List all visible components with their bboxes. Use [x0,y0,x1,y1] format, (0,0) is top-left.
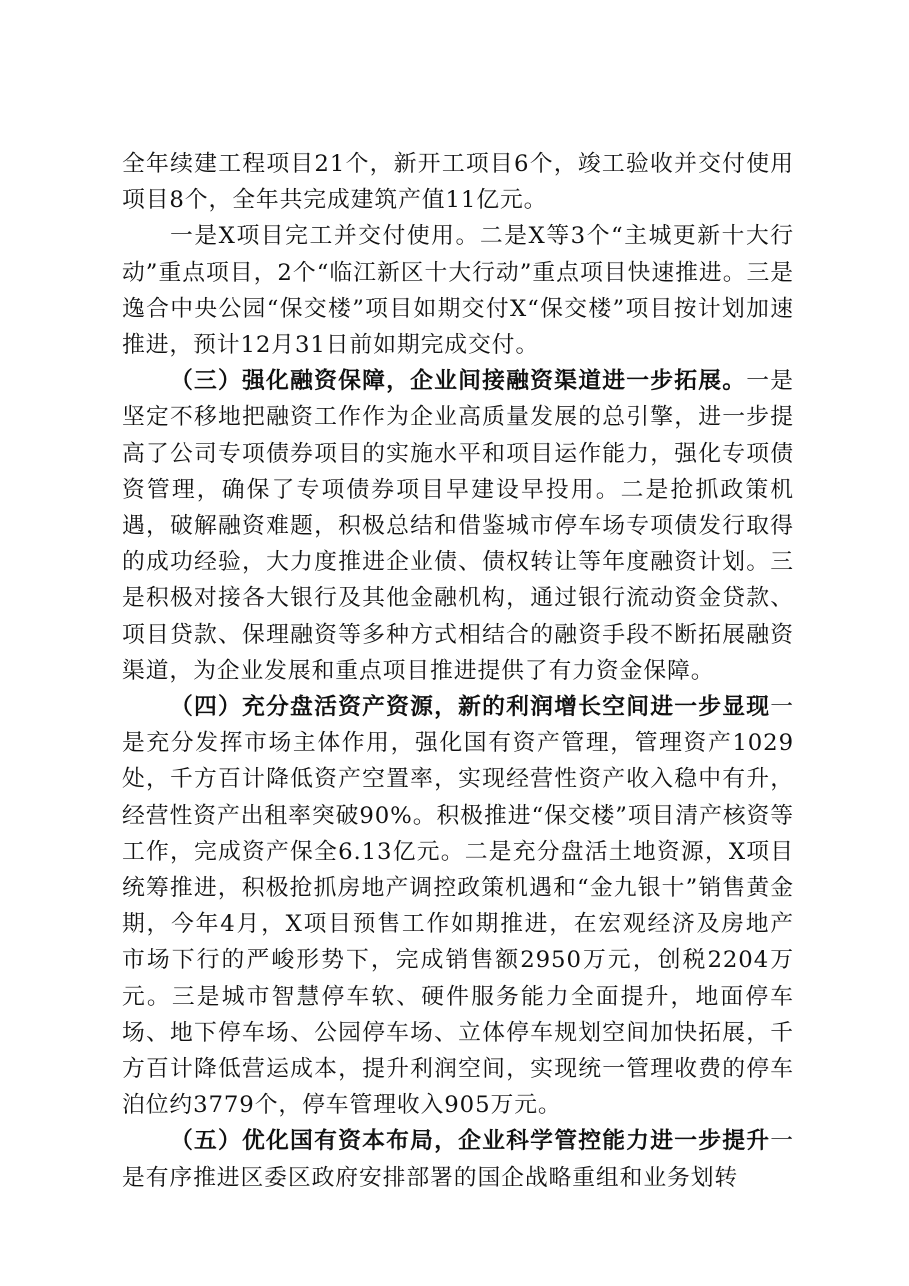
paragraph-text: 一是X项目完工并交付使用。二是X等3个“主城更新十大行动”重点项目，2个“临江新区十大行动”重点项目快速推进。三是逸合中央公园“保交楼”项目如期交付X“保交楼”项目按计划加速推进，预计12月31日前如期完成交付。 [122,223,794,359]
paragraph-project-delivery [122,218,794,363]
section-heading-assets: （四）充分盘活资产资源，新的利润增长空间进一步显现 [170,694,771,721]
paragraph-text: 一是充分发挥市场主体作用，强化国有资产管理，管理资产1029处，千方百计降低资产空置率，实现经营性资产收入稳中有升，经营性资产出租率突破90%。积极推进“保交楼”项目清产核资等工作，完成资产保全6.13亿元。二是充分盘活土地资源，X项目统筹推进，积极抢抓房地产调控政策机遇和“金九银十”销售黄金期，今年4月，X项目预售工作如期推进，在宏观经济及房地产市场下行的严峻形势下，完成销售额2950万元，创税2204万元。三是城市智慧停车软、硬件服务能力全面提升，地面停车场、地下停车场、公园停车场、立体停车规划空间加快拓展，千方百计降低营运成本，提升利润空间，实现统一管理收费的停车泊位约3779个，停车管理收入905万元。 [122,694,794,1119]
paragraph-financing [122,363,794,689]
paragraph-text: 全年续建工程项目21个，新开工项目6个，竣工验收并交付使用项目8个，全年共完成建筑产值11亿元。 [122,151,794,214]
paragraph-text: 一是有序推进区委区政府安排部署的国企战略重组和业务划转 [122,1128,794,1191]
section-heading-financing: （三）强化融资保障，企业间接融资渠道进一步拓展。 [170,368,747,395]
paragraph-capital-layout [122,1123,794,1195]
paragraph-text: 一是坚定不移地把融资工作作为企业高质量发展的总引擎，进一步提高了公司专项债券项目的实施水平和项目运作能力，强化专项债资管理，确保了专项债券项目早建设早投用。二是抢抓政策机遇，破解融资难题，积极总结和借鉴城市停车场专项债发行取得的成功经验，大力度推进企业债、债权转让等年度融资计划。三是积极对接各大银行及其他金融机构，通过银行流动资金贷款、项目贷款、保理融资等多种方式相结合的融资手段不断拓展融资渠道，为企业发展和重点项目推进提供了有力资金保障。 [122,368,794,684]
section-heading-capital: （五）优化国有资本布局，企业科学管控能力进一步提升 [170,1128,771,1155]
document-body [122,146,794,1196]
paragraph-asset-revitalization [122,689,794,1123]
paragraph-project-summary [122,146,794,218]
